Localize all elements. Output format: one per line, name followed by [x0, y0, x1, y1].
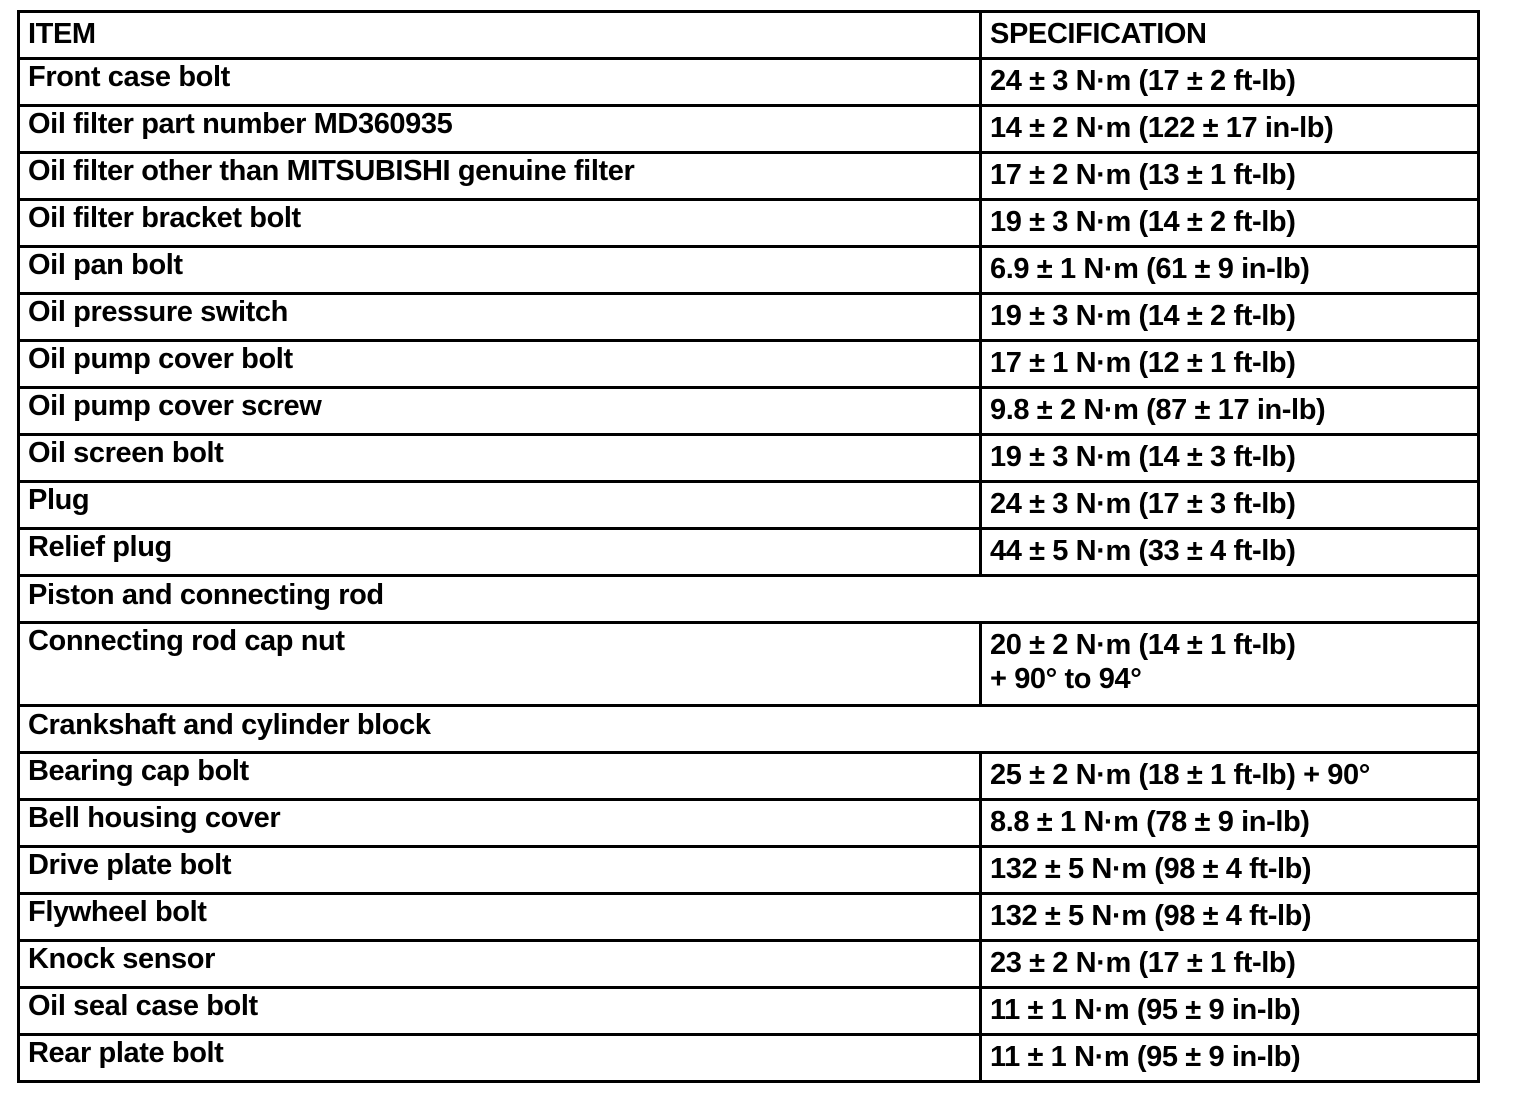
- item-cell: Oil pump cover screw: [19, 388, 981, 435]
- spec-cell: 11 ± 1 N·m (95 ± 9 in-lb): [981, 988, 1479, 1035]
- table-row: [19, 800, 1479, 847]
- item-cell: Oil filter part number MD360935: [19, 106, 981, 153]
- spec-cell: 25 ± 2 N·m (18 ± 1 ft-lb) + 90°: [981, 753, 1479, 800]
- table-row: [19, 1035, 1479, 1082]
- item-cell: Oil seal case bolt: [19, 988, 981, 1035]
- item-cell: Connecting rod cap nut: [19, 623, 981, 706]
- table-row: [19, 341, 1479, 388]
- section-row: [19, 706, 1479, 753]
- item-cell: Drive plate bolt: [19, 847, 981, 894]
- item-cell: Bell housing cover: [19, 800, 981, 847]
- table-row: [19, 59, 1479, 106]
- spec-line: 20 ± 2 N·m (14 ± 1 ft-lb): [990, 629, 1296, 661]
- spec-cell: 6.9 ± 1 N·m (61 ± 9 in-lb): [981, 247, 1479, 294]
- item-cell: Plug: [19, 482, 981, 529]
- torque-spec-table: [17, 10, 1480, 1083]
- spec-cell: 8.8 ± 1 N·m (78 ± 9 in-lb): [981, 800, 1479, 847]
- table-row: [19, 435, 1479, 482]
- column-header-specification: SPECIFICATION: [981, 12, 1479, 59]
- table-row: [19, 247, 1479, 294]
- table-row: [19, 200, 1479, 247]
- spec-cell: 19 ± 3 N·m (14 ± 2 ft-lb): [981, 200, 1479, 247]
- section-row: [19, 576, 1479, 623]
- item-cell: Flywheel bolt: [19, 894, 981, 941]
- table-row: [19, 106, 1479, 153]
- spec-cell: 14 ± 2 N·m (122 ± 17 in-lb): [981, 106, 1479, 153]
- table-row: [19, 894, 1479, 941]
- column-header-item: ITEM: [19, 12, 981, 59]
- item-cell: Oil screen bolt: [19, 435, 981, 482]
- spec-cell: 23 ± 2 N·m (17 ± 1 ft-lb): [981, 941, 1479, 988]
- spec-cell: 24 ± 3 N·m (17 ± 3 ft-lb): [981, 482, 1479, 529]
- spec-cell: 17 ± 1 N·m (12 ± 1 ft-lb): [981, 341, 1479, 388]
- table-row: [19, 294, 1479, 341]
- item-cell: Knock sensor: [19, 941, 981, 988]
- table-row: [19, 753, 1479, 800]
- item-cell: Relief plug: [19, 529, 981, 576]
- section-heading: Crankshaft and cylinder block: [19, 706, 1479, 753]
- item-cell: Oil filter bracket bolt: [19, 200, 981, 247]
- item-cell: Oil pump cover bolt: [19, 341, 981, 388]
- spec-cell: 24 ± 3 N·m (17 ± 2 ft-lb): [981, 59, 1479, 106]
- spec-cell: 44 ± 5 N·m (33 ± 4 ft-lb): [981, 529, 1479, 576]
- spec-cell: 19 ± 3 N·m (14 ± 3 ft-lb): [981, 435, 1479, 482]
- table-row: [19, 623, 1479, 706]
- table-row: [19, 988, 1479, 1035]
- table-row: [19, 847, 1479, 894]
- spec-cell: 9.8 ± 2 N·m (87 ± 17 in-lb): [981, 388, 1479, 435]
- table-row: [19, 482, 1479, 529]
- item-cell: Oil pan bolt: [19, 247, 981, 294]
- spec-cell: [981, 623, 1479, 706]
- table-header-row: [19, 12, 1479, 59]
- table-row: [19, 529, 1479, 576]
- item-cell: Bearing cap bolt: [19, 753, 981, 800]
- item-cell: Oil pressure switch: [19, 294, 981, 341]
- spec-cell: 17 ± 2 N·m (13 ± 1 ft-lb): [981, 153, 1479, 200]
- table-row: [19, 153, 1479, 200]
- item-cell: Front case bolt: [19, 59, 981, 106]
- spec-line-angle: + 90° to 94°: [990, 663, 1142, 695]
- spec-cell: 19 ± 3 N·m (14 ± 2 ft-lb): [981, 294, 1479, 341]
- spec-cell: 132 ± 5 N·m (98 ± 4 ft-lb): [981, 894, 1479, 941]
- spec-cell: 11 ± 1 N·m (95 ± 9 in-lb): [981, 1035, 1479, 1082]
- spec-cell: 132 ± 5 N·m (98 ± 4 ft-lb): [981, 847, 1479, 894]
- item-cell: Oil filter other than MITSUBISHI genuine filter: [19, 153, 981, 200]
- table-row: [19, 941, 1479, 988]
- item-cell: Rear plate bolt: [19, 1035, 981, 1082]
- section-heading: Piston and connecting rod: [19, 576, 1479, 623]
- table-row: [19, 388, 1479, 435]
